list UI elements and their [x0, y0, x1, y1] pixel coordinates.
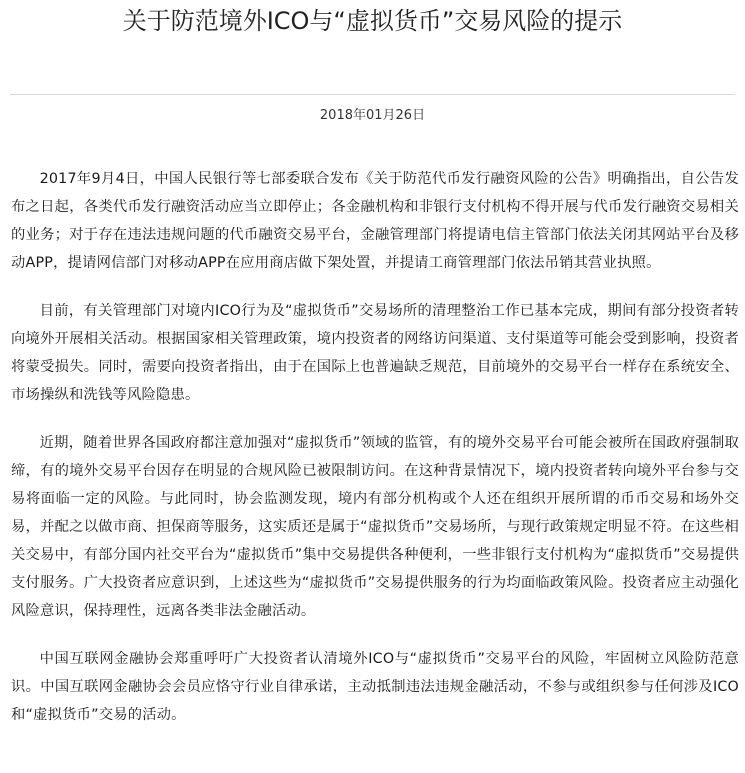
- article-body: [11, 165, 739, 749]
- paragraph-2: 目前，有关管理部门对境内ICO行为及“虚拟货币”交易场所的清理整治工作已基本完成，期间有部分投资者转向境外开展相关活动。根据国家相关管理政策，境内投资者的网络访问渠道、支付渠道等可能会受到影响，投资者将蒙受损失。同时，需要向投资者指出，由于在国际上也普遍缺乏规范，目前境外的交易平台一样存在系统安全、市场操纵和洗钱等风险隐患。: [11, 303, 739, 403]
- paragraph-4: 中国互联网金融协会郑重呼吁广大投资者认清境外ICO与“虚拟货币”交易平台的风险，牢固树立风险防范意识。中国互联网金融协会会员应恪守行业自律承诺，主动抵制违法违规金融活动，不参与或组织参与任何涉及ICO和“虚拟货币”交易的活动。: [11, 651, 739, 723]
- paragraph-3: 近期，随着世界各国政府都注意加强对“虚拟货币”领域的监管，有的境外交易平台可能会被所在国政府强制取缔，有的境外交易平台因存在明显的合规风险已被限制访问。在这种背景情况下，境内投资者转向境外平台参与交易将面临一定的风险。与此同时，协会监测发现，境内有部分机构或个人还在组织开展所谓的币币交易和场外交易，并配之以做市商、担保商等服务，这实质还是属于“虚拟货币”交易场所，与现行政策规定明显不符。在这些相关交易中，有部分国内社交平台为“虚拟货币”集中交易提供各种便利，一些非银行支付机构为“虚拟货币”交易提供支付服务。广大投资者应意识到，上述这些为“虚拟货币”交易提供服务的行为均面临政策风险。投资者应主动强化风险意识，保持理性，远离各类非法金融活动。: [11, 435, 739, 619]
- paragraph-1: 2017年9月4日，中国人民银行等七部委联合发布《关于防范代币发行融资风险的公告》明确指出，自公告发布之日起，各类代币发行融资活动应当立即停止；各金融机构和非银行支付机构不得开展与代币发行融资交易相关的业务；对于存在违法违规问题的代币融资交易平台，金融管理部门将提请电信主管部门依法关闭其网站平台及移动APP，提请网信部门对移动APP在应用商店做下架处置，并提请工商管理部门依法吊销其营业执照。: [11, 171, 739, 271]
- page-title: 关于防范境外ICO与“虚拟货币”交易风险的提示: [122, 7, 623, 35]
- publish-date: 2018年01月26日: [319, 108, 426, 123]
- title-divider: [10, 94, 735, 95]
